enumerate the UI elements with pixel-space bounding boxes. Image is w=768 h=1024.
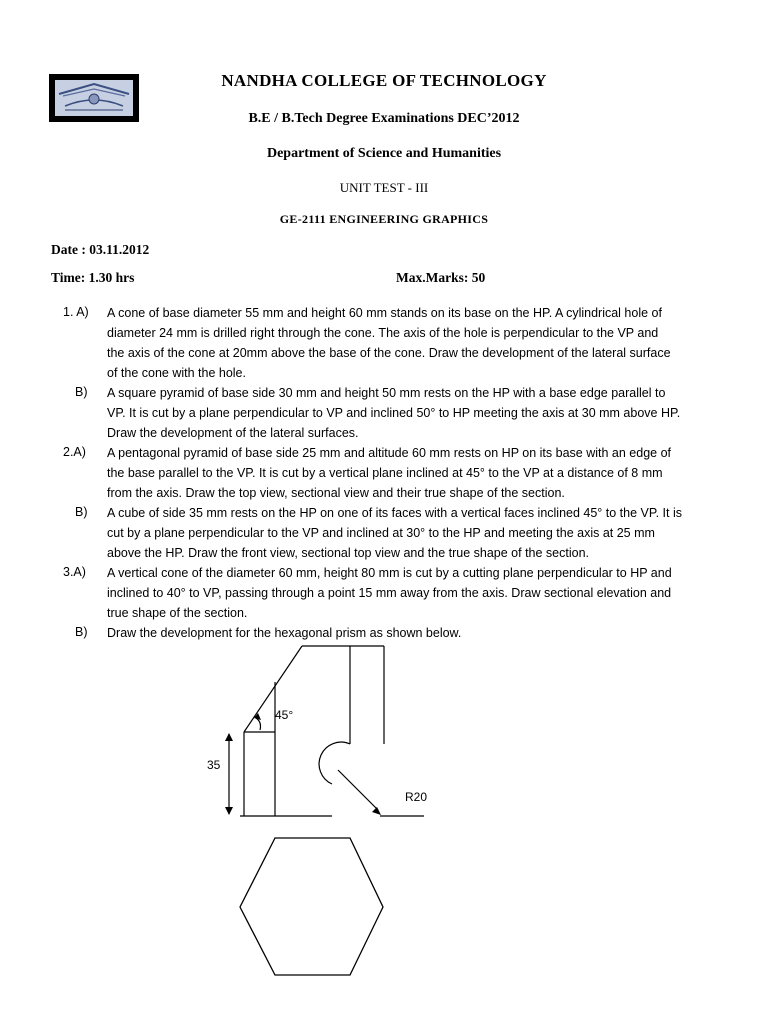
question-label: 2.A) — [63, 445, 86, 459]
question-line: inclined to 40° to VP, passing through a point 15 mm away from the axis. Draw sectional elevation and — [107, 586, 672, 600]
question-label: B) — [75, 505, 88, 519]
question-line: from the axis. Draw the top view, sectional view and their true shape of the section. — [107, 486, 565, 500]
department-title: Department of Science and Humanities — [266, 146, 502, 161]
question-line: Draw the development of the lateral surfaces. — [107, 426, 359, 440]
dim-arrow-top — [225, 733, 233, 741]
question-line: true shape of the section. — [107, 606, 248, 620]
angle-label: 45° — [275, 708, 294, 722]
question-line: A square pyramid of base side 30 mm and height 50 mm rests on the HP with a base edge parallel to — [107, 386, 666, 400]
dim-arrow-bottom — [225, 807, 233, 815]
question-label: 1. A) — [63, 305, 89, 319]
height-dimension-label: 35 — [207, 758, 221, 772]
angle-arc — [256, 718, 261, 730]
question-line: diameter 24 mm is drilled right through the cone. The axis of the hole is perpendicular to the VP and — [107, 326, 659, 340]
test-title: UNIT TEST - III — [339, 180, 429, 195]
radius-label: R20 — [405, 790, 428, 804]
question-line: Draw the development for the hexagonal prism as shown below. — [107, 626, 462, 640]
college-name: NANDHA COLLEGE OF TECHNOLOGY — [221, 71, 547, 90]
exam-time: Time: 1.30 hrs — [51, 270, 135, 285]
question-line: the base parallel to the VP. It is cut by a vertical plane inclined at 45° to the VP at a distance of 8 mm — [107, 466, 663, 480]
question-label: B) — [75, 625, 88, 639]
question-line: above the HP. Draw the front view, sectional top view and the true shape of the section. — [107, 546, 590, 560]
radius-arrow — [372, 807, 381, 815]
question-line: A cone of base diameter 55 mm and height 60 mm stands on its base on the HP. A cylindrical hole of — [107, 306, 662, 320]
hexagon-top-view — [240, 838, 383, 975]
question-line: the axis of the cone at 20mm above the base of the cone. Draw the development of the lateral surface — [107, 346, 671, 360]
question-label: B) — [75, 385, 88, 399]
question-line: A pentagonal pyramid of base side 25 mm and altitude 60 mm rests on HP on its base with an edge of — [107, 446, 671, 460]
exam-date: Date : 03.11.2012 — [51, 242, 150, 257]
question-line: A vertical cone of the diameter 60 mm, height 80 mm is cut by a cutting plane perpendicular to HP and — [107, 566, 672, 580]
slanted-edge — [244, 646, 302, 732]
course-title: GE-2111 ENGINEERING GRAPHICS — [279, 212, 489, 226]
max-marks: Max.Marks: 50 — [396, 270, 486, 285]
question-label: 3.A) — [63, 565, 86, 579]
exam-title: B.E / B.Tech Degree Examinations DEC’2012 — [248, 111, 520, 126]
question-line: VP. It is cut by a plane perpendicular to VP and inclined 50° to HP meeting the axis at 30 mm above HP. — [107, 406, 681, 420]
radius-leader — [338, 770, 378, 810]
question-line: cut by a plane perpendicular to the VP and inclined at 30° to the HP and meeting the axis at 25 mm — [107, 526, 655, 540]
question-line: of the cone with the hole. — [107, 366, 246, 380]
question-line: A cube of side 35 mm rests on the HP on one of its faces with a vertical faces inclined 45° to the VP. It is — [107, 506, 682, 520]
